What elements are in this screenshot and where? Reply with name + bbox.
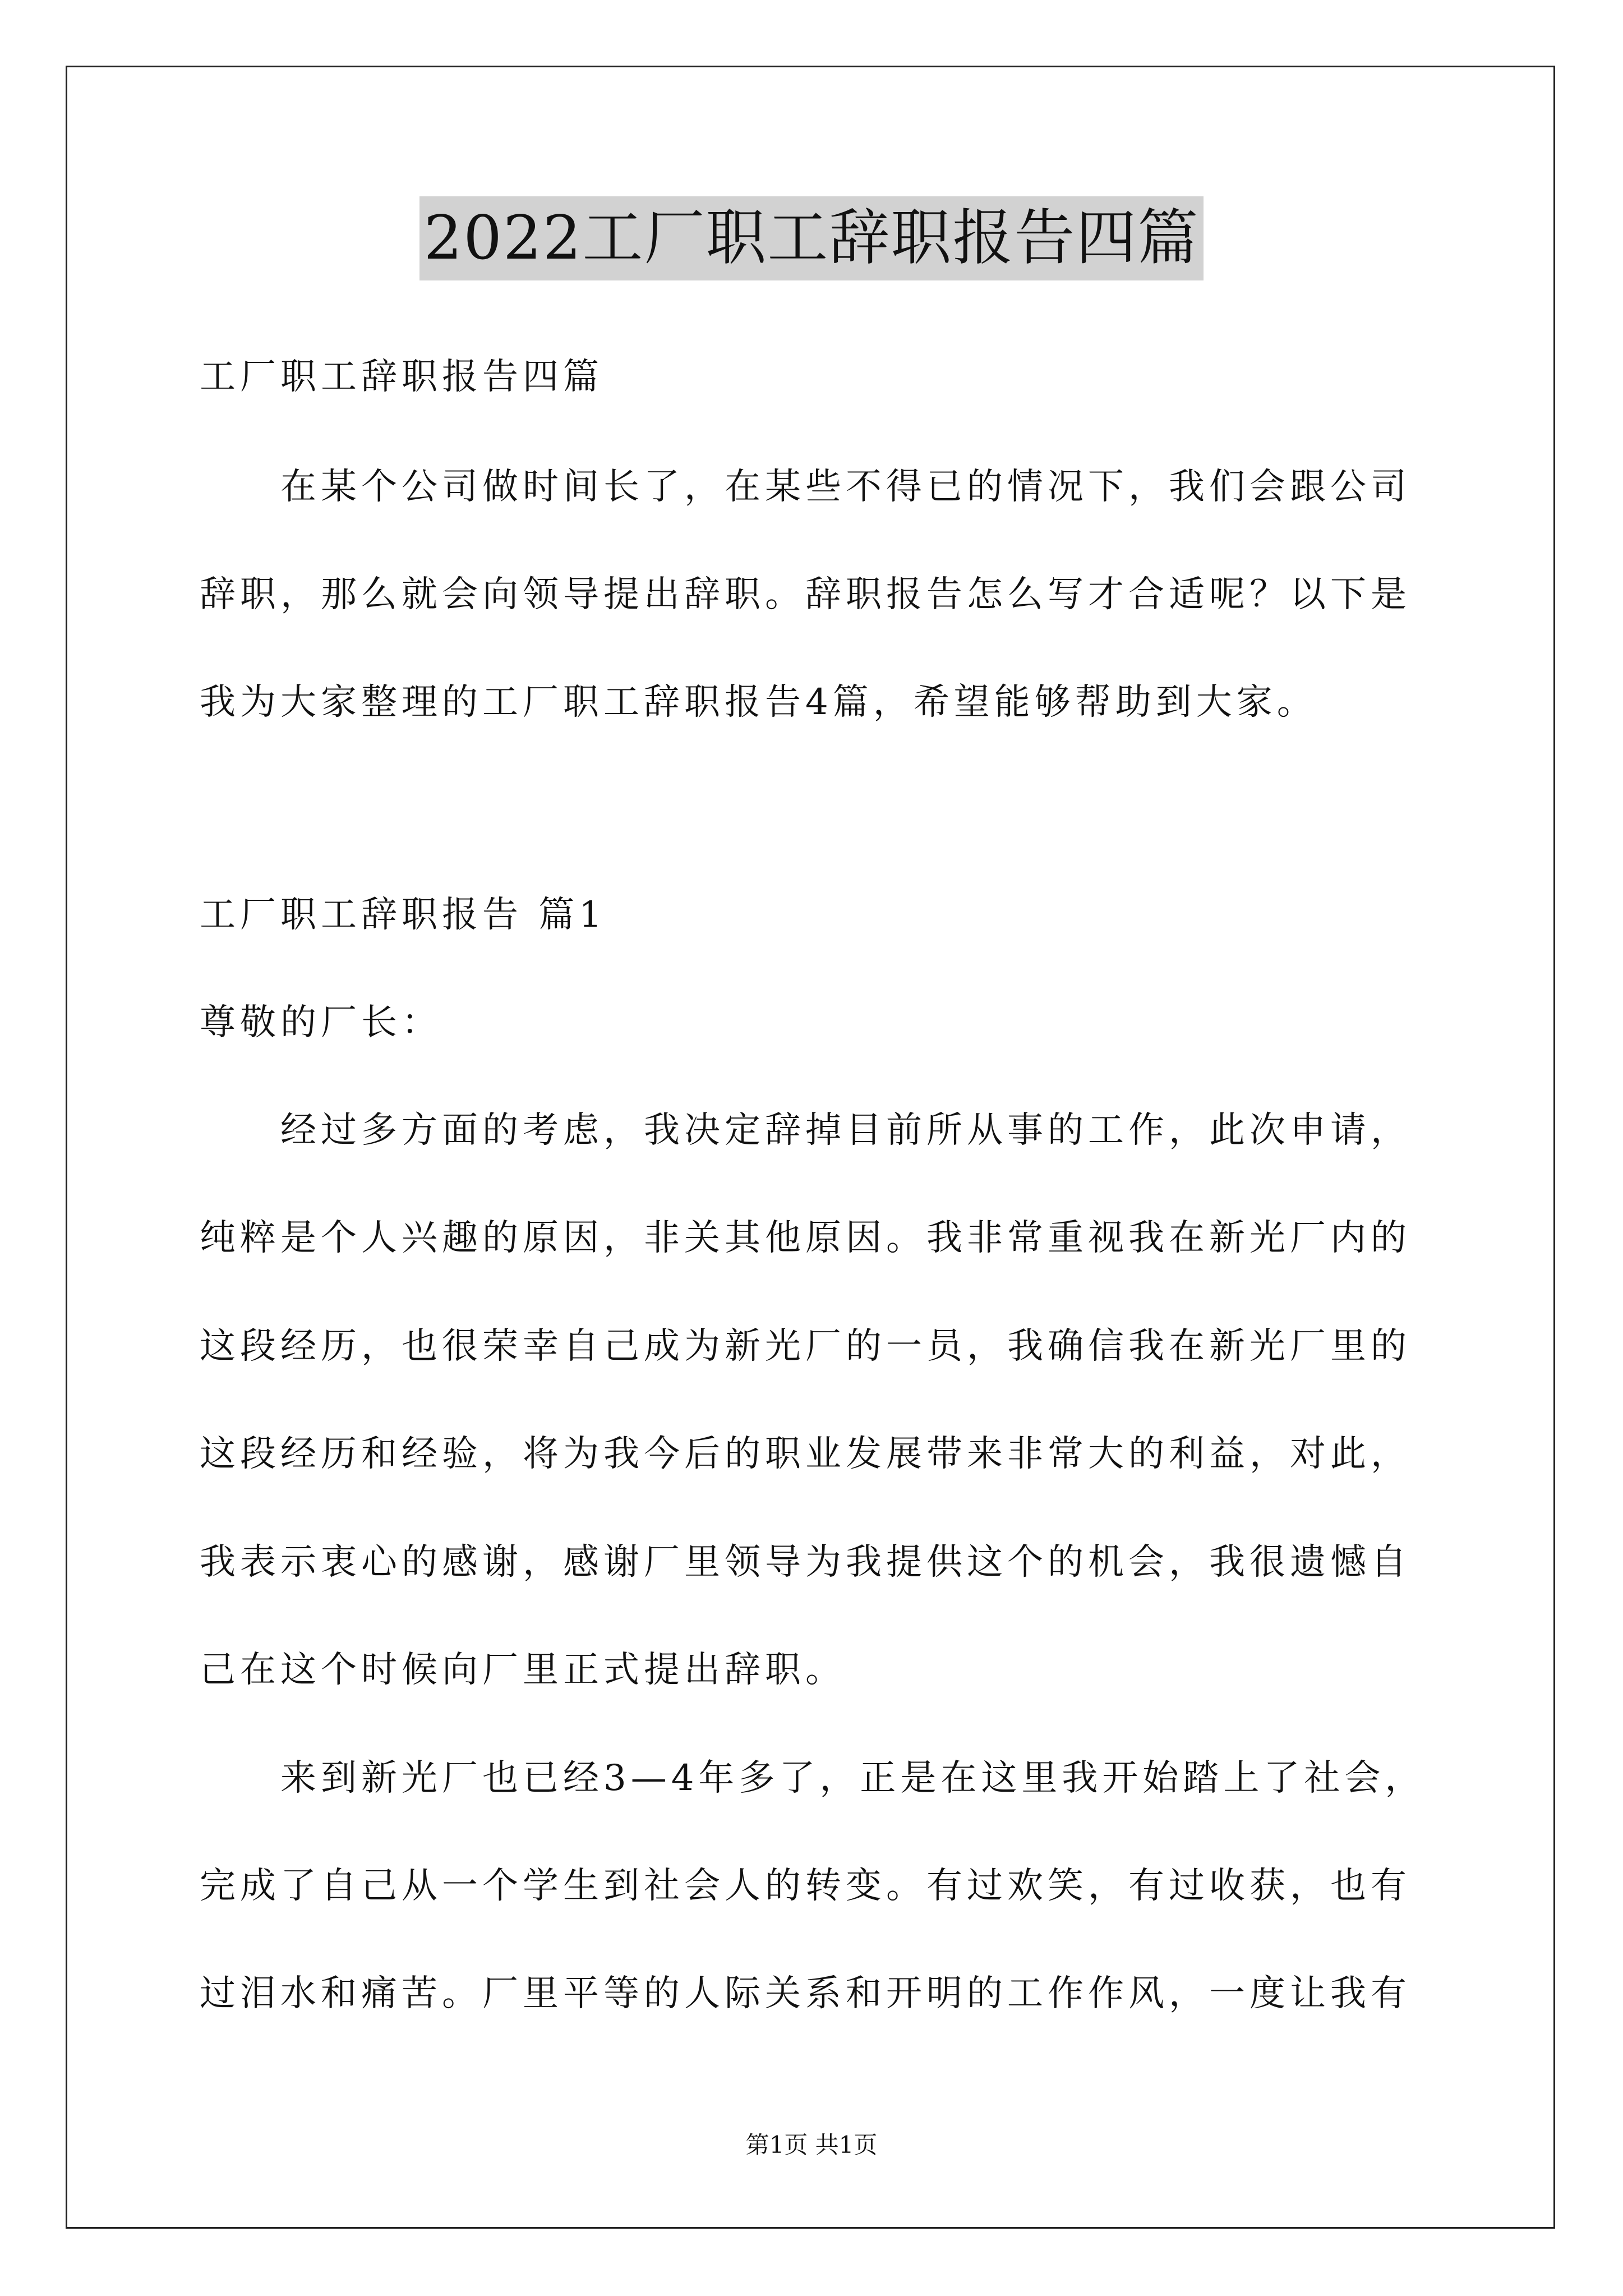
page-footer: 第1页 共1页 — [745, 2131, 878, 2159]
paragraph-line: 完成了自己从一个学生到社会人的转变。有过欢笑，有过收获，也有 — [200, 1865, 1411, 1907]
document-title: 2022工厂职工辞职报告四篇 — [419, 196, 1204, 280]
paragraph-line: 来到新光厂也已经3—4年多了，正是在这里我开始踏上了社会， — [280, 1757, 1426, 1799]
intro-line: 我为大家整理的工厂职工辞职报告4篇，希望能够帮助到大家。 — [200, 682, 1317, 723]
title-container — [0, 196, 1623, 280]
intro-line: 辞职，那么就会向领导提出辞职。辞职报告怎么写才合适呢？以下是 — [200, 574, 1411, 615]
paragraph-line: 过泪水和痛苦。厂里平等的人际关系和开明的工作作风，一度让我有 — [200, 1973, 1411, 2014]
paragraph-line: 纯粹是个人兴趣的原因，非关其他原因。我非常重视我在新光厂内的 — [200, 1217, 1411, 1259]
section-heading: 工厂职工辞职报告 篇1 — [200, 894, 607, 936]
paragraph-line: 我表示衷心的感谢，感谢厂里领导为我提供这个的机会，我很遗憾自 — [200, 1542, 1411, 1583]
paragraph-line: 这段经历，也很荣幸自己成为新光厂的一员，我确信我在新光厂里的 — [200, 1326, 1411, 1367]
document-subtitle: 工厂职工辞职报告四篇 — [200, 356, 603, 398]
paragraph-line: 这段经历和经验，将为我今后的职业发展带来非常大的利益，对此， — [200, 1433, 1411, 1475]
paragraph-line: 己在这个时候向厂里正式提出辞职。 — [200, 1649, 846, 1691]
salutation: 尊敬的厂长： — [200, 1002, 442, 1043]
intro-line: 在某个公司做时间长了，在某些不得已的情况下，我们会跟公司 — [280, 466, 1411, 508]
paragraph-line: 经过多方面的考虑，我决定辞掉目前所从事的工作，此次申请， — [280, 1110, 1411, 1151]
